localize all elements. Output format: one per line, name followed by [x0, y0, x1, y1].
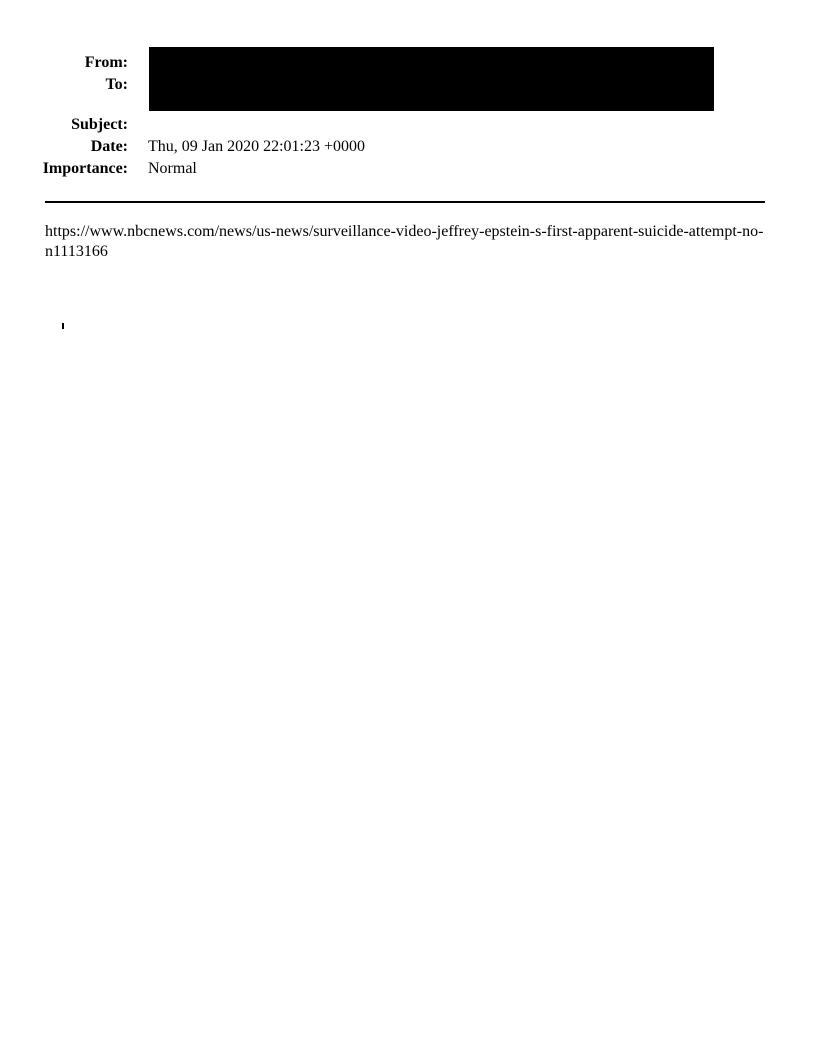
- from-label: From:: [84, 54, 128, 71]
- header-divider: [45, 201, 765, 203]
- email-body: [45, 222, 767, 262]
- subject-row: [0, 115, 800, 135]
- date-value: Thu, 09 Jan 2020 22:01:23 +0000: [148, 138, 366, 155]
- subject-label: Subject:: [71, 116, 128, 133]
- date-label: Date:: [90, 138, 128, 155]
- date-row: [0, 137, 800, 157]
- stray-mark: [62, 323, 64, 329]
- importance-label: Importance:: [42, 160, 128, 177]
- redaction-block: [149, 47, 714, 111]
- article-link[interactable]: https://www.nbcnews.com/news/us-news/surveillance-video-jeffrey-epstein-s-first-apparent-suicide-attempt-no-n1113166: [45, 223, 764, 260]
- to-label: To:: [105, 76, 128, 93]
- importance-value: Normal: [148, 160, 197, 177]
- importance-row: [0, 159, 800, 179]
